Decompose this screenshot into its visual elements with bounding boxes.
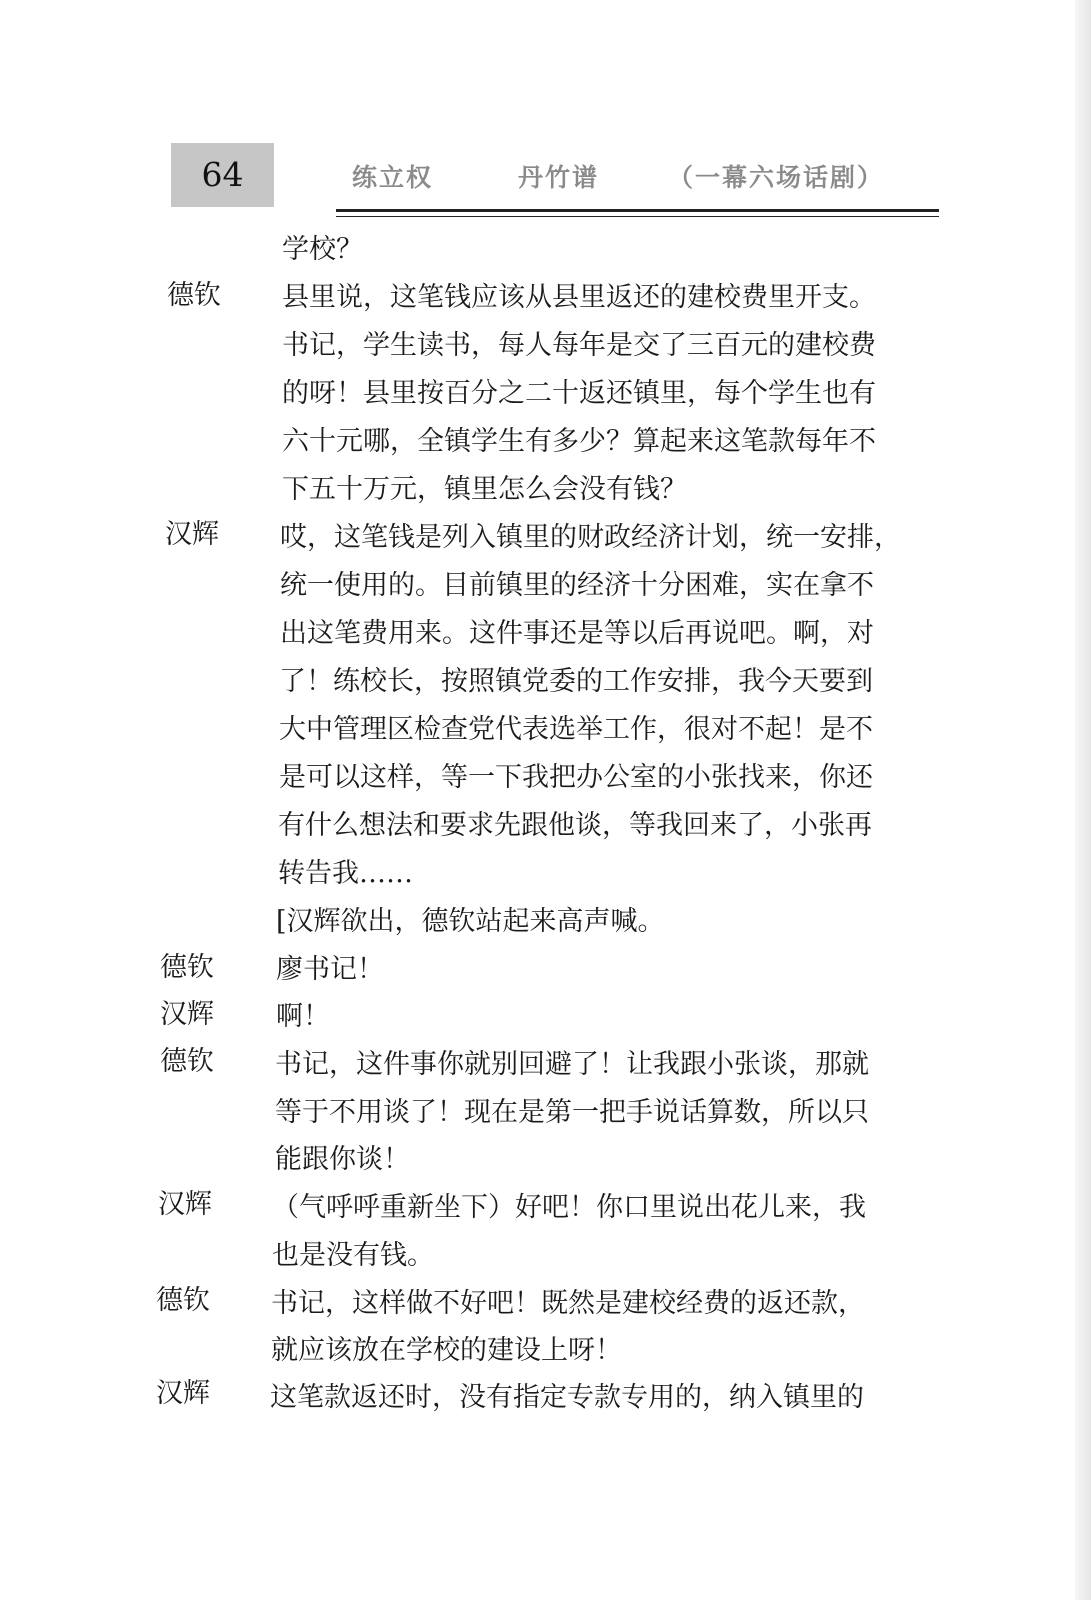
speaker-name: 汉辉 [156, 1378, 210, 1409]
dialogue-line: 哎，这笔钱是列入镇里的财政经济计划，统一安排， [280, 522, 901, 553]
dialogue-line: 廖书记！ [276, 954, 384, 985]
dialogue-line: 书记，学生读书，每人每年是交了三百元的建校费 [282, 330, 876, 361]
dialogue-line: 啊！ [276, 1001, 330, 1032]
speaker-name: 德钦 [160, 952, 214, 983]
dialogue-line: 下五十万元，镇里怎么会没有钱？ [282, 474, 687, 505]
dialogue-line: 也是没有钱。 [272, 1240, 434, 1271]
speaker-name: 汉辉 [165, 519, 219, 550]
page-edge [1075, 0, 1091, 1600]
dialogue-line: 六十元哪，全镇学生有多少？算起来这笔款每年不 [282, 426, 876, 457]
stage-direction: [汉辉欲出，德钦站起来高声喊。 [276, 906, 665, 937]
dialogue-line: 就应该放在学校的建设上呀！ [271, 1335, 622, 1366]
speaker-name: 德钦 [167, 280, 221, 311]
header-rule-thick [336, 209, 939, 212]
dialogue-line: 有什么想法和要求先跟他谈，等我回来了，小张再 [278, 810, 872, 841]
header-subtitle: （一幕六场话剧） [668, 163, 885, 192]
dialogue-line: 了！练校长，按照镇党委的工作安排，我今天要到 [279, 666, 873, 697]
speaker-name: 德钦 [160, 1046, 214, 1077]
dialogue-line: 学校？ [282, 234, 363, 265]
dialogue-line: 出这笔费用来。这件事还是等以后再说吧。啊，对 [280, 618, 874, 649]
dialogue-line: 书记，这样做不好吧！既然是建校经费的返还款， [271, 1288, 865, 1319]
page-number: 64 [171, 143, 274, 207]
dialogue-line: 能跟你谈！ [275, 1144, 410, 1175]
header-author: 练立权 [352, 163, 434, 192]
speaker-name: 德钦 [156, 1285, 210, 1316]
header-rule-thin [336, 216, 939, 217]
dialogue-line: （气呼呼重新坐下）好吧！你口里说出花儿来，我 [272, 1192, 866, 1223]
dialogue-line: 的呀！县里按百分之二十返还镇里，每个学生也有 [282, 378, 876, 409]
dialogue-line: 转告我…… [278, 858, 413, 889]
dialogue-line: 大中管理区检查党代表选举工作，很对不起！是不 [279, 714, 873, 745]
dialogue-line: 县里说，这笔钱应该从县里返还的建校费里开支。 [282, 282, 876, 313]
header-title: 丹竹谱 [518, 163, 600, 192]
dialogue-line: 等于不用谈了！现在是第一把手说话算数，所以只 [275, 1097, 869, 1128]
dialogue-line: 这笔款返还时，没有指定专款专用的，纳入镇里的 [270, 1382, 864, 1413]
dialogue-line: 统一使用的。目前镇里的经济十分困难，实在拿不 [280, 570, 874, 601]
speaker-name: 汉辉 [160, 999, 214, 1030]
dialogue-line: 是可以这样，等一下我把办公室的小张找来，你还 [279, 762, 873, 793]
speaker-name: 汉辉 [158, 1189, 212, 1220]
dialogue-line: 书记，这件事你就别回避了！让我跟小张谈，那就 [275, 1049, 869, 1080]
